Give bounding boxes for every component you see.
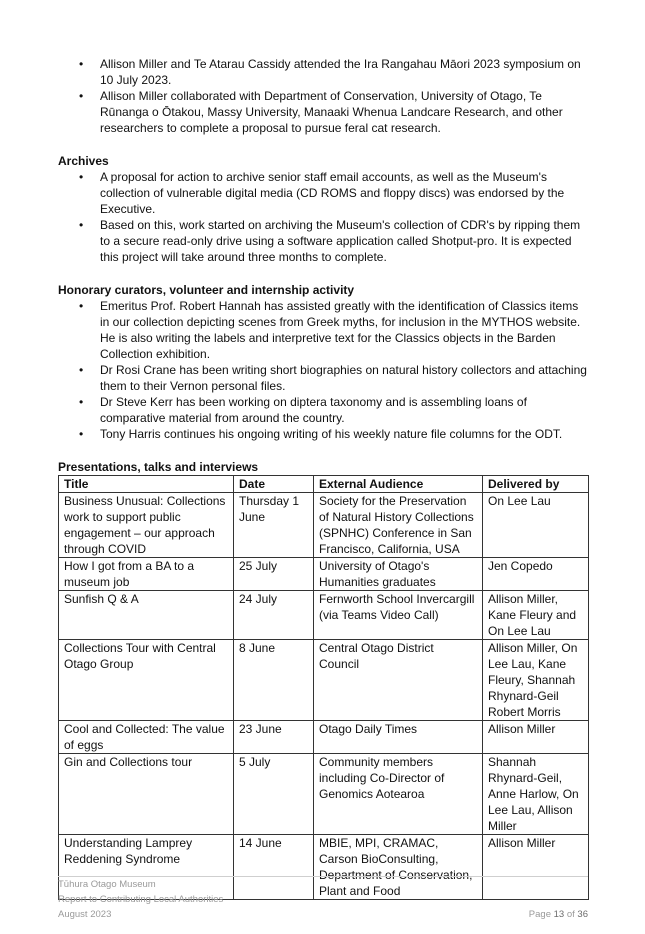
cell-audience: Community members including Co-Director of Genomics Aotearoa xyxy=(314,754,483,835)
cell-date: 24 July xyxy=(234,591,314,640)
cell-date: Thursday 1 June xyxy=(234,493,314,558)
list-item: • Tony Harris continues his ongoing writing of his weekly nature file columns for the ODT. xyxy=(58,426,590,442)
cell-delivered-by: Allison Miller xyxy=(483,721,589,754)
column-header-audience: External Audience xyxy=(314,476,483,493)
honorary-section xyxy=(58,282,590,442)
list-item: • Dr Rosi Crane has been writing short biographies on natural history collectors and attaching them to their Vernon personal files. xyxy=(58,362,590,394)
list-item: • Allison Miller collaborated with Department of Conservation, University of Otago, Te Rūnanga o Ōtakou, Massy University, Manaaki Whenua Landcare Research, and other researchers to complete a proposal to pursue feral cat research. xyxy=(58,88,590,136)
page-footer xyxy=(58,876,588,922)
column-header-delivered-by: Delivered by xyxy=(483,476,589,493)
cell-delivered-by: Allison Miller xyxy=(483,835,589,900)
cell-delivered-by: Allison Miller, Kane Fleury and On Lee Lau xyxy=(483,591,589,640)
section-heading-archives: Archives xyxy=(58,154,109,168)
archives-section xyxy=(58,153,590,265)
footer-org: Tūhura Otago Museum xyxy=(58,879,156,890)
column-header-date: Date xyxy=(234,476,314,493)
presentations-section xyxy=(58,459,590,900)
table-row xyxy=(59,493,589,558)
footer-report: Report to Contributing Local Authorities xyxy=(58,894,224,905)
cell-title: Cool and Collected: The value of eggs xyxy=(59,721,234,754)
cell-title: Understanding Lamprey Reddening Syndrome xyxy=(59,835,234,900)
page-number xyxy=(529,907,588,922)
column-header-title: Title xyxy=(59,476,234,493)
cell-delivered-by: Allison Miller, On Lee Lau, Kane Fleury, Shannah Rhynard-Geil Robert Morris xyxy=(483,640,589,721)
cell-audience: Central Otago District Council xyxy=(314,640,483,721)
cell-title: Collections Tour with Central Otago Group xyxy=(59,640,234,721)
table-row xyxy=(59,558,589,591)
list-item: • Dr Steve Kerr has been working on diptera taxonomy and is assembling loans of comparative material from around the country. xyxy=(58,394,590,426)
page-total: 36 xyxy=(577,909,588,920)
cell-audience: Society for the Preservation of Natural History Collections (SPNHC) Conference in San Francisco, California, USA xyxy=(314,493,483,558)
presentations-table xyxy=(58,475,589,900)
table-row xyxy=(59,754,589,835)
archives-bullet-list xyxy=(58,169,590,265)
cell-title: Gin and Collections tour xyxy=(59,754,234,835)
footer-date: August 2023 xyxy=(58,909,112,920)
cell-title: Business Unusual: Collections work to support public engagement – our approach through COVID xyxy=(59,493,234,558)
cell-delivered-by: Jen Copedo xyxy=(483,558,589,591)
page-of: of xyxy=(566,909,575,920)
list-item: • A proposal for action to archive senior staff email accounts, as well as the Museum's collection of vulnerable digital media (CD ROMS and floppy discs) was endorsed by the Executive. xyxy=(58,169,590,217)
cell-date: 14 June xyxy=(234,835,314,900)
table-row xyxy=(59,591,589,640)
page-content xyxy=(58,56,590,900)
cell-delivered-by: Shannah Rhynard-Geil, Anne Harlow, On Lee Lau, Allison Miller xyxy=(483,754,589,835)
cell-date: 25 July xyxy=(234,558,314,591)
cell-audience: MBIE, MPI, CRAMAC, Carson BioConsulting, Department of Conservation, Plant and Food xyxy=(314,835,483,900)
section-heading-honorary: Honorary curators, volunteer and internship activity xyxy=(58,283,355,297)
cell-date: 23 June xyxy=(234,721,314,754)
page-label: Page xyxy=(528,909,551,920)
cell-date: 5 July xyxy=(234,754,314,835)
table-header-row xyxy=(59,476,589,493)
cell-audience: University of Otago's Humanities graduates xyxy=(314,558,483,591)
section-heading-presentations: Presentations, talks and interviews xyxy=(58,460,259,474)
list-item: • Based on this, work started on archiving the Museum's collection of CDR's by ripping them to a secure read-only drive using a software application called Shotput-pro. It is expected this project will take around three months to complete. xyxy=(58,217,590,265)
cell-date: 8 June xyxy=(234,640,314,721)
cell-title: Sunfish Q & A xyxy=(59,591,234,640)
table-row xyxy=(59,640,589,721)
cell-audience: Otago Daily Times xyxy=(314,721,483,754)
honorary-bullet-list xyxy=(58,298,590,442)
page-current: 13 xyxy=(553,909,565,920)
research-bullet-list xyxy=(58,56,590,136)
list-item: • Emeritus Prof. Robert Hannah has assisted greatly with the identification of Classics items in our collection depicting scenes from Greek myths, for inclusion in the MYTHOS website. He is also writing the labels and interpretive text for the Classics objects in the Barden Collection exhibition. xyxy=(58,298,590,362)
cell-audience: Fernworth School Invercargill (via Teams Video Call) xyxy=(314,591,483,640)
list-item: • Allison Miller and Te Atarau Cassidy attended the Ira Rangahau Māori 2023 symposium on 10 July 2023. xyxy=(58,56,590,88)
cell-delivered-by: On Lee Lau xyxy=(483,493,589,558)
table-row xyxy=(59,721,589,754)
cell-title: How I got from a BA to a museum job xyxy=(59,558,234,591)
